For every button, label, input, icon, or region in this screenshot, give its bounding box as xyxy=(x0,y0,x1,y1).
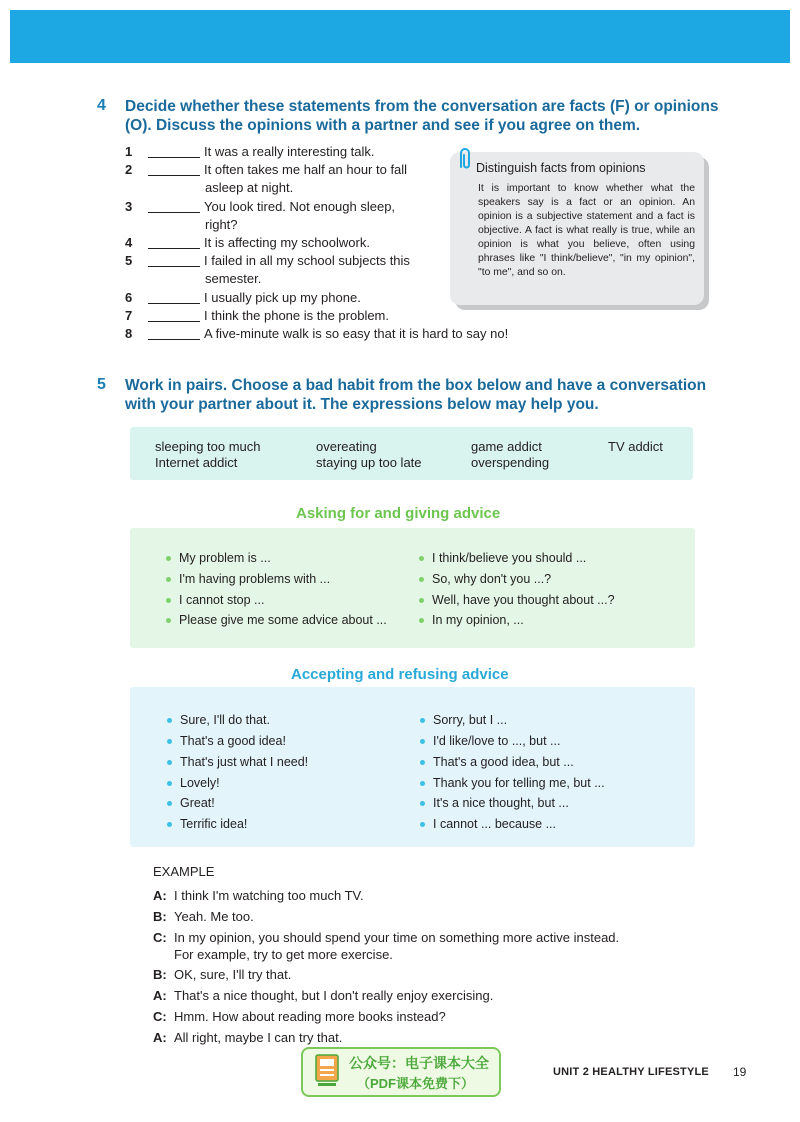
book-icon xyxy=(313,1053,341,1089)
statement-text: I usually pick up my phone. xyxy=(204,290,361,305)
speaker: B: xyxy=(153,967,167,982)
answer-blank[interactable] xyxy=(148,198,200,213)
statement-number: 8 xyxy=(125,326,133,341)
statement-text: It is affecting my schoolwork. xyxy=(204,235,370,250)
statement-number: 7 xyxy=(125,308,133,323)
task-4-instruction-line1: Decide whether these statements from the conversation are facts (F) or opinions xyxy=(125,98,719,115)
watermark-badge xyxy=(301,1047,501,1097)
statement-text: It often takes me half an hour to fall xyxy=(204,162,408,177)
statement-text: You look tired. Not enough sleep, xyxy=(204,199,396,214)
advice-phrases-box: My problem is ... I'm having problems with ... I cannot stop ... Please give me some advice about ... I think/believe you should ... So, why don't you ...? Well, have you thought about ...? In my opinion, ... xyxy=(130,528,695,648)
line-text: Hmm. How about reading more books instead? xyxy=(174,1009,446,1024)
statement-text: A five-minute walk is so easy that it is hard to say no! xyxy=(204,326,509,341)
answer-blank[interactable] xyxy=(148,289,200,304)
statement-number: 6 xyxy=(125,290,133,305)
statement-number: 5 xyxy=(125,253,133,268)
habit-option: sleeping too much xyxy=(155,439,261,454)
statement-text-continued: semester. xyxy=(205,271,262,286)
tip-title: Distinguish facts from opinions xyxy=(476,161,646,175)
statement-number: 2 xyxy=(125,162,133,177)
bullet-icon xyxy=(167,760,172,765)
answer-blank[interactable] xyxy=(148,234,200,249)
habit-option: overeating xyxy=(316,439,377,454)
page-number: 19 xyxy=(733,1065,747,1079)
statement-number: 3 xyxy=(125,199,133,214)
line-text: OK, sure, I'll try that. xyxy=(174,967,292,982)
bad-habit-box xyxy=(130,427,693,480)
answer-blank[interactable] xyxy=(148,325,200,340)
habit-option: staying up too late xyxy=(316,455,422,470)
line-text: In my opinion, you should spend your time on something more active instead. xyxy=(174,930,620,945)
habit-option: overspending xyxy=(471,455,550,470)
bullet-icon xyxy=(166,598,171,603)
line-text: I think I'm watching too much TV. xyxy=(174,888,364,903)
task-4-instruction-line2: (O). Discuss the opinions with a partner and see if you agree on them. xyxy=(125,117,641,134)
statement-text: It was a really interesting talk. xyxy=(204,144,375,159)
line-text: Yeah. Me too. xyxy=(174,909,254,924)
bullet-icon xyxy=(419,556,424,561)
task-5-instruction-line2: with your partner about it. The expressions below may help you. xyxy=(125,396,599,413)
bullet-icon xyxy=(419,598,424,603)
task-5-number: 5 xyxy=(97,376,106,393)
answer-blank[interactable] xyxy=(148,161,200,176)
line-text: That's a nice thought, but I don't really enjoy exercising. xyxy=(174,988,494,1003)
unit-title: UNIT 2 HEALTHY LIFESTYLE xyxy=(553,1066,709,1078)
bullet-icon xyxy=(420,718,425,723)
statement-text: I failed in all my school subjects this xyxy=(204,253,410,268)
tip-box xyxy=(450,152,704,305)
bullet-icon xyxy=(420,822,425,827)
answer-blank[interactable] xyxy=(148,307,200,322)
watermark-line2: （PDF课本免费下） xyxy=(357,1076,475,1091)
bullet-icon xyxy=(166,556,171,561)
answer-blank[interactable] xyxy=(148,252,200,267)
statement-number: 1 xyxy=(125,144,133,159)
accept-phrases-box: Sure, I'll do that. That's a good idea! That's just what I need! Lovely! Great! Terrific idea! Sorry, but I ... I'd like/love to ..., but ... That's a good idea, but ... Thank you for telling me, but ... It's a nice thought, but ... I cannot ... because ... xyxy=(130,687,695,847)
speaker: B: xyxy=(153,909,167,924)
task-5-instruction-line1: Work in pairs. Choose a bad habit from the box below and have a conversation xyxy=(125,377,707,394)
advice-heading: Asking for and giving advice xyxy=(296,505,501,522)
bullet-icon xyxy=(166,618,171,623)
statement-text-continued: right? xyxy=(205,217,238,232)
habit-option: game addict xyxy=(471,439,542,454)
bullet-icon xyxy=(420,801,425,806)
bullet-icon xyxy=(166,577,171,582)
bullet-icon xyxy=(167,801,172,806)
statement-text: I think the phone is the problem. xyxy=(204,308,390,323)
statement-number: 4 xyxy=(125,235,133,250)
answer-blank[interactable] xyxy=(148,143,200,158)
bullet-icon xyxy=(419,577,424,582)
tip-body: It is important to know whether what the speakers say is a fact or an opinion. An opinion is a subjective statement and a fact is objective. A fact is what really is true, while an opinion is what you believe, often using phrases like "I think/believe", "in my opinion", "to me", and so on. xyxy=(478,183,695,278)
bullet-icon xyxy=(419,618,424,623)
habit-option: TV addict xyxy=(608,439,663,454)
task-4-number: 4 xyxy=(97,97,106,114)
speaker: A: xyxy=(153,888,167,903)
bullet-icon xyxy=(167,781,172,786)
bullet-icon xyxy=(167,718,172,723)
line-text: For example, try to get more exercise. xyxy=(174,947,393,962)
accept-heading: Accepting and refusing advice xyxy=(291,666,509,683)
habit-option: Internet addict xyxy=(155,455,238,470)
speaker: A: xyxy=(153,988,167,1003)
bullet-icon xyxy=(167,739,172,744)
paperclip-icon xyxy=(456,147,474,171)
watermark-line1: 公众号：电子课本大全 xyxy=(349,1055,489,1071)
header-band xyxy=(10,10,790,63)
speaker: A: xyxy=(153,1030,167,1045)
line-text: All right, maybe I can try that. xyxy=(174,1030,343,1045)
speaker: C: xyxy=(153,930,167,945)
bullet-icon xyxy=(420,739,425,744)
bullet-icon xyxy=(167,822,172,827)
bullet-icon xyxy=(420,760,425,765)
bullet-icon xyxy=(420,781,425,786)
example-heading: EXAMPLE xyxy=(153,864,215,879)
statement-text-continued: asleep at night. xyxy=(205,180,294,195)
speaker: C: xyxy=(153,1009,167,1024)
